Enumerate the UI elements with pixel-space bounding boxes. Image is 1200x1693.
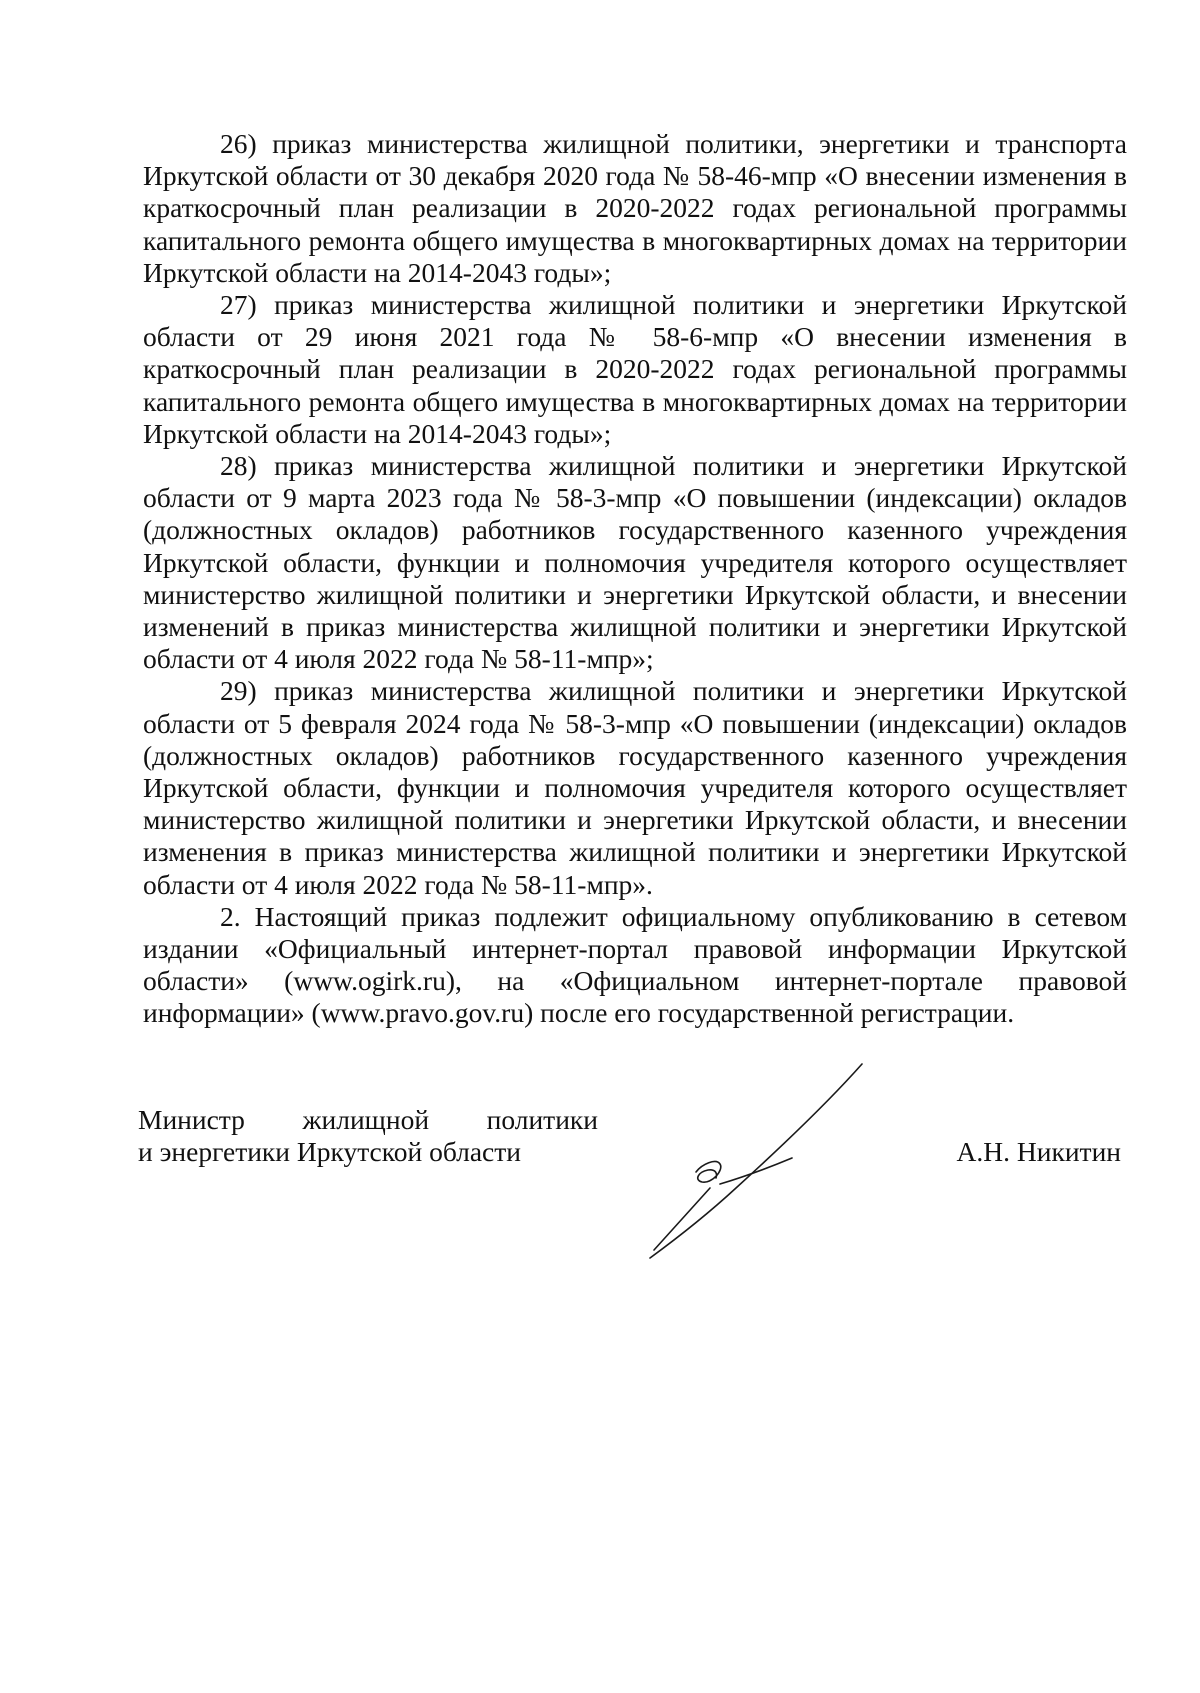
position-line-1: Министр жилищной политики [138,1104,598,1135]
document-body [143,128,1127,1030]
list-item-26: 26) приказ министерства жилищной политики, энергетики и транспорта Иркутской области от 30 декабря 2020 года № 58-46-мпр «О внесении изменения в краткосрочный план реализации в 2020-2022 годах региональной программы капитального ремонта общего имущества в многоквартирных домах на территории Иркутской области на 2014-2043 годы»; [143,128,1127,288]
position-line-2: и энергетики Иркутской области [138,1136,521,1167]
list-item-29: 29) приказ министерства жилищной политики и энергетики Иркутской области от 5 февраля 2024 года № 58-3-мпр «О повышении (индексации) окладов (должностных окладов) работников государственного казенного учреждения Иркутской области, функции и полномочия учредителя которого осуществляет министерство жилищной политики и энергетики Иркутской области, и внесении изменения в приказ министерства жилищной политики и энергетики Иркутской области от 4 июля 2022 года № 58-11-мпр». [143,675,1127,900]
signature-long-stroke [650,1064,862,1258]
handwritten-signature [640,1060,880,1260]
signatory-position [138,1104,598,1168]
signature-loop [696,1162,721,1183]
list-item-27: 27) приказ министерства жилищной политики и энергетики Иркутской области от 29 июня 2021 года № 58-6-мпр «О внесении изменения в краткосрочный план реализации в 2020-2022 годах региональной программы капитального ремонта общего имущества в многоквартирных домах на территории Иркутской области на 2014-2043 годы»; [143,289,1127,449]
signature-tail [654,1188,710,1250]
list-item-28: 28) приказ министерства жилищной политики и энергетики Иркутской области от 9 марта 2023 года № 58-3-мпр «О повышении (индексации) окладов (должностных окладов) работников государственного казенного учреждения Иркутской области, функции и полномочия учредителя которого осуществляет министерство жилищной политики и энергетики Иркутской области, и внесении изменений в приказ министерства жилищной политики и энергетики Иркутской области от 4 июля 2022 года № 58-11-мпр»; [143,450,1127,675]
signature-short-stroke [720,1158,792,1184]
signatory-name: А.Н. Никитин [956,1136,1121,1167]
clause-2-publication: 2. Настоящий приказ подлежит официальному опубликованию в сетевом издании «Официальный интернет-портал правовой информации Иркутской области» (www.ogirk.ru), на «Официальном интернет-портале правовой информации» (www.pravo.gov.ru) после его государственной регистрации. [143,900,1127,1029]
